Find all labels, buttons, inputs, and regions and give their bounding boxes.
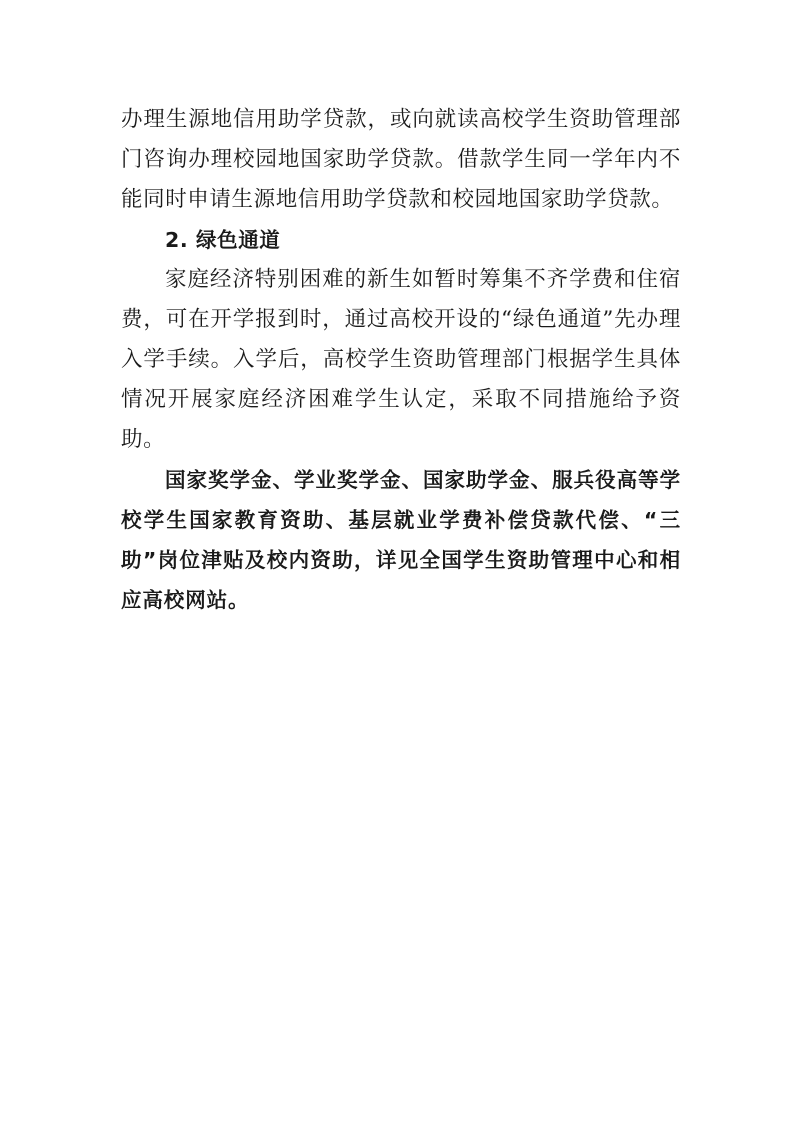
paragraph-loan-continuation: 办理生源地信用助学贷款，或向就读高校学生资助管理部门咨询办理校园地国家助学贷款。借款学生同一学年内不能同时申请生源地信用助学贷款和校园地国家助学贷款。 [121, 107, 681, 212]
section-heading-green-channel: 2. 绿色通道 [165, 228, 281, 252]
document-page [121, 100, 681, 620]
paragraph-scholarships-note: 国家奖学金、学业奖学金、国家助学金、服兵役高等学校学生国家教育资助、基层就业学费补偿贷款代偿、“三助”岗位津贴及校内资助，详见全国学生资助管理中心和相应高校网站。 [121, 468, 681, 612]
paragraph-green-channel: 家庭经济特别困难的新生如暂时筹集不齐学费和住宿费，可在开学报到时，通过高校开设的“绿色通道”先办理入学手续。入学后，高校学生资助管理部门根据学生具体情况开展家庭经济困难学生认定，采取不同措施给予资助。 [121, 267, 681, 452]
